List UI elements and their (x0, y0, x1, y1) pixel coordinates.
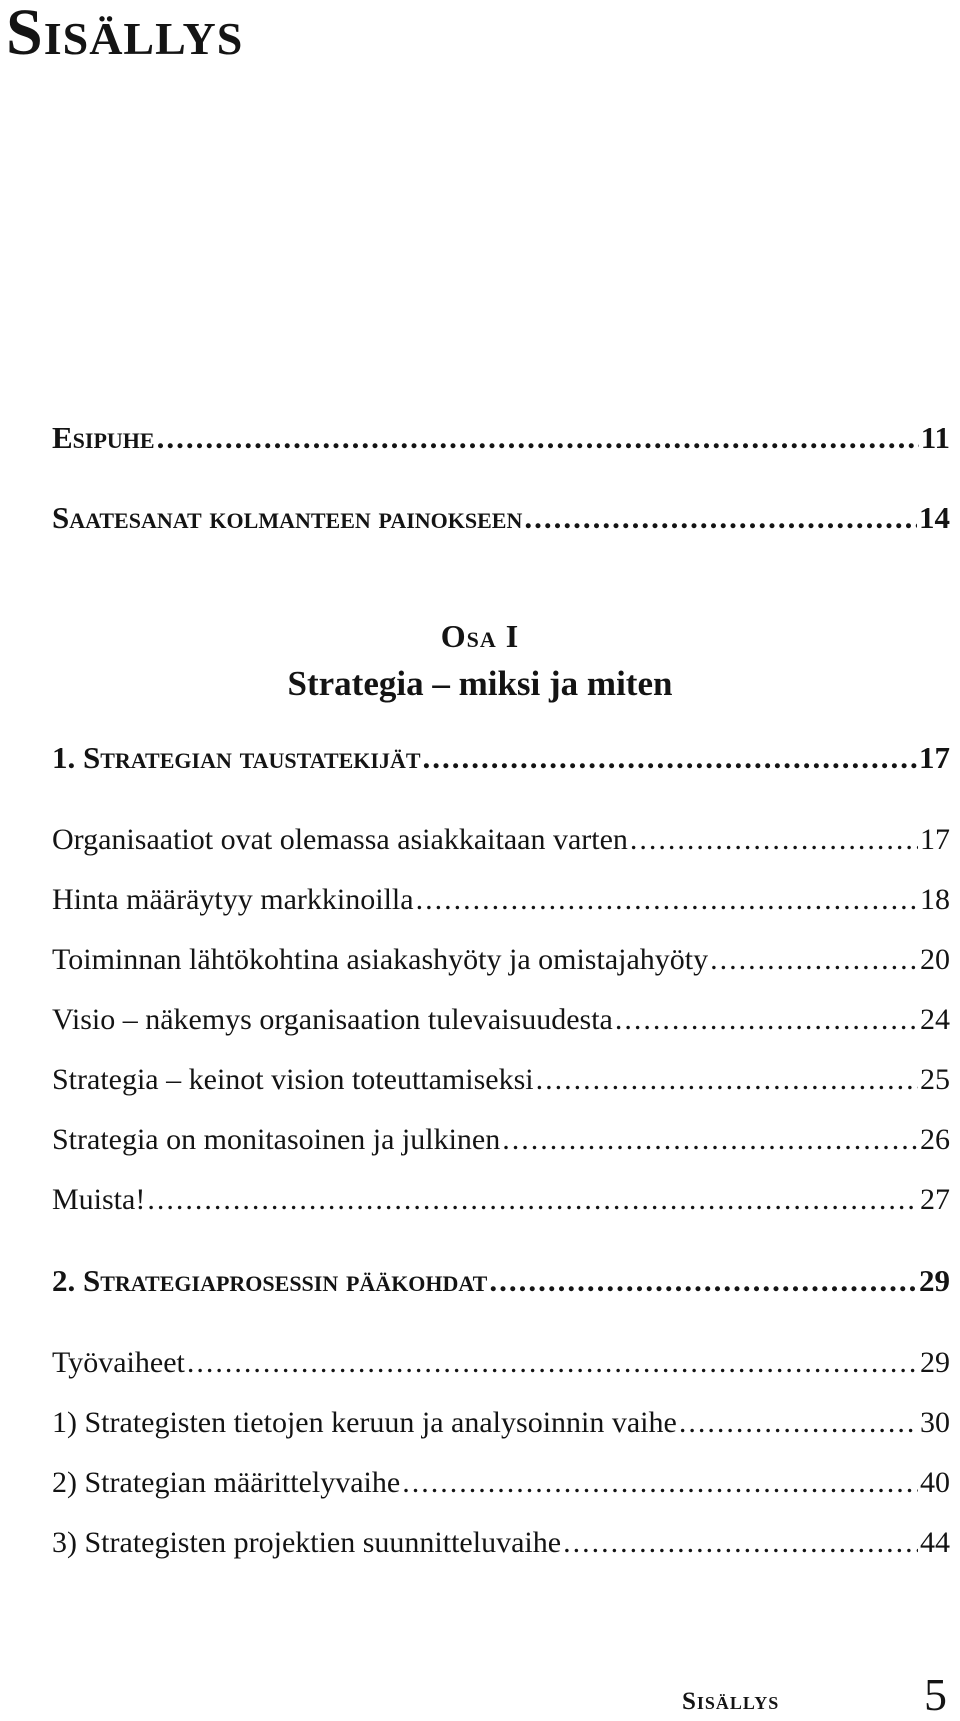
toc-entry[interactable] (52, 1003, 950, 1037)
toc-entry-page: 11 (920, 420, 950, 455)
toc-entry[interactable] (52, 1123, 950, 1157)
toc-entry[interactable] (52, 1063, 950, 1097)
toc-entry-page: 18 (920, 883, 950, 916)
toc-entry-label: Strategia on monitasoinen ja julkinen (52, 1123, 501, 1156)
toc-entry-label: 2) Strategian määrittelyvaihe (52, 1466, 401, 1499)
toc-chapter-1[interactable] (52, 740, 950, 776)
dot-leader (402, 1466, 918, 1500)
toc-entry[interactable] (52, 1406, 950, 1440)
toc-entry[interactable] (52, 1466, 950, 1500)
dot-leader (423, 740, 917, 776)
toc-entry-page: 25 (920, 1063, 950, 1096)
toc-chapter-page: 29 (919, 1263, 950, 1298)
dot-leader (187, 1346, 918, 1380)
dot-leader (615, 1003, 918, 1037)
footer-page-number: 5 (924, 1669, 947, 1720)
toc-entry-page: 17 (920, 823, 950, 856)
footer-section-label: Sisällys (682, 1688, 780, 1715)
toc-entry[interactable] (52, 943, 950, 977)
toc-entry-label: Strategia – keinot vision toteuttamiseksi (52, 1063, 534, 1096)
page-title: Sisällys (6, 0, 244, 69)
dot-leader (489, 1263, 917, 1299)
dot-leader (502, 1123, 918, 1157)
toc-entry-page: 44 (920, 1526, 950, 1559)
toc-chapter-page: 17 (919, 740, 950, 775)
toc-entry-label: Esipuhe (52, 420, 155, 455)
toc-entry[interactable] (52, 1526, 950, 1560)
dot-leader (147, 1183, 918, 1217)
part-title: Strategia – miksi ja miten (287, 664, 673, 703)
dot-leader (679, 1406, 918, 1440)
dot-leader (563, 1526, 918, 1560)
toc-entry-label: Toiminnan lähtökohtina asiakashyöty ja omistajahyöty (52, 943, 709, 976)
toc-entry-label: 1) Strategisten tietojen keruun ja analysoinnin vaihe (52, 1406, 677, 1439)
toc-entry-page: 40 (920, 1466, 950, 1499)
toc-entry-label: Hinta määräytyy markkinoilla (52, 883, 414, 916)
dot-leader (416, 883, 918, 917)
toc-entry-label: Muista! (52, 1183, 146, 1216)
toc-entry-label: 3) Strategisten projektien suunnitteluvaihe (52, 1526, 562, 1559)
toc-entry-label: Organisaatiot ovat olemassa asiakkaitaan varten (52, 823, 628, 856)
toc-entry-page: 24 (920, 1003, 950, 1036)
toc-entry-page: 14 (919, 500, 950, 535)
toc-entry[interactable] (52, 883, 950, 917)
toc-chapter-label: 2. Strategiaprosessin pääkohdat (52, 1263, 488, 1298)
dot-leader (710, 943, 918, 977)
dot-leader (157, 420, 919, 456)
toc-entry-page: 30 (920, 1406, 950, 1439)
toc-entry[interactable] (52, 823, 950, 857)
toc-entry-label: Visio – näkemys organisaation tulevaisuudesta (52, 1003, 613, 1036)
toc-entry-page: 26 (920, 1123, 950, 1156)
toc-entry-label: Saatesanat kolmanteen painokseen (52, 500, 523, 535)
dot-leader (536, 1063, 918, 1097)
toc-entry-label: Työvaiheet (52, 1346, 185, 1379)
toc-entry-page: 29 (920, 1346, 950, 1379)
toc-chapter-label: 1. Strategian taustatekijät (52, 740, 421, 775)
dot-leader (524, 500, 917, 536)
toc-entry-esipuhe[interactable] (52, 420, 950, 456)
toc-entry[interactable] (52, 1346, 950, 1380)
toc-chapter-2[interactable] (52, 1263, 950, 1299)
toc-entry-saatesanat[interactable] (52, 500, 950, 536)
toc-entry-page: 27 (920, 1183, 950, 1216)
toc-entry-page: 20 (920, 943, 950, 976)
dot-leader (630, 823, 918, 857)
toc-entry[interactable] (52, 1183, 950, 1217)
part-label: Osa I (440, 618, 520, 654)
